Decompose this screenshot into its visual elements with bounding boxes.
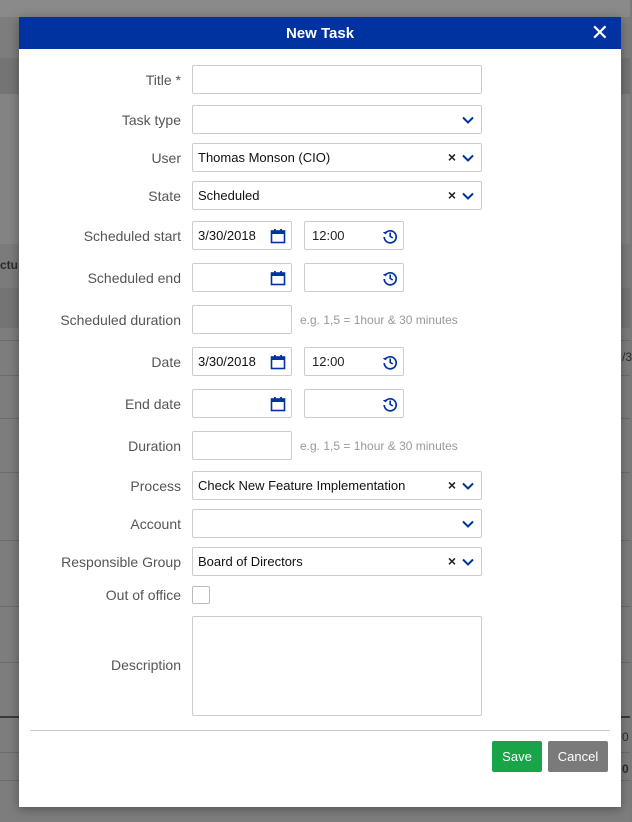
scheduled-start-date-value: 3/30/2018 — [198, 228, 256, 243]
responsible-group-value: Board of Directors — [198, 554, 303, 569]
date-time-input[interactable] — [304, 347, 404, 376]
chevron-down-icon[interactable] — [461, 151, 475, 165]
background-text-fragment: /3 — [622, 350, 632, 364]
new-task-dialog — [19, 17, 621, 807]
date-input[interactable] — [192, 347, 292, 376]
process-value: Check New Feature Implementation — [198, 478, 406, 493]
end-date-input[interactable] — [192, 389, 292, 418]
scheduled-start-date-input[interactable] — [192, 221, 292, 250]
dialog-title: New Task — [285, 24, 355, 42]
scheduled-start-label: Scheduled start — [83, 228, 181, 244]
chevron-down-icon[interactable] — [461, 517, 475, 531]
background-text-fragment: 0 — [622, 730, 629, 744]
duration-hint: e.g. 1,5 = 1hour & 30 minutes — [300, 439, 458, 453]
scheduled-end-date-input[interactable] — [192, 263, 292, 292]
user-value: Thomas Monson (CIO) — [198, 150, 331, 165]
scheduled-duration-hint: e.g. 1,5 = 1hour & 30 minutes — [300, 313, 458, 327]
background-text-fragment: 0 — [622, 762, 629, 776]
out-of-office-label: Out of office — [105, 587, 181, 603]
scheduled-start-time-value: 12:00 — [312, 228, 345, 243]
chevron-down-icon[interactable] — [461, 555, 475, 569]
account-label: Account — [130, 516, 181, 532]
scheduled-start-time-input[interactable] — [304, 221, 404, 250]
duration-label: Duration — [128, 438, 181, 454]
end-date-label: End date — [124, 396, 181, 412]
state-select[interactable] — [192, 181, 482, 210]
responsible-group-select[interactable] — [192, 547, 482, 576]
history-clock-icon[interactable] — [382, 354, 398, 370]
task-type-select[interactable] — [192, 105, 482, 134]
end-date-time-input[interactable] — [304, 389, 404, 418]
save-button[interactable]: Save — [492, 741, 542, 772]
date-value: 3/30/2018 — [198, 354, 256, 369]
history-clock-icon[interactable] — [382, 270, 398, 286]
chevron-down-icon[interactable] — [461, 189, 475, 203]
duration-input[interactable] — [192, 431, 292, 460]
scheduled-end-time-input[interactable] — [304, 263, 404, 292]
task-type-label: Task type — [121, 112, 181, 128]
clear-icon[interactable]: × — [447, 477, 456, 493]
process-label: Process — [130, 478, 181, 494]
description-textarea[interactable] — [192, 616, 482, 716]
title-input[interactable] — [192, 65, 482, 94]
date-label: Date — [151, 354, 181, 370]
responsible-group-label: Responsible Group — [61, 554, 181, 570]
description-label: Description — [110, 657, 181, 673]
calendar-icon[interactable] — [270, 228, 286, 244]
clear-icon[interactable]: × — [447, 187, 456, 203]
dialog-header — [19, 17, 621, 49]
calendar-icon[interactable] — [270, 354, 286, 370]
user-select[interactable] — [192, 143, 482, 172]
scheduled-duration-label: Scheduled duration — [60, 312, 181, 328]
scheduled-end-label: Scheduled end — [87, 270, 181, 286]
scheduled-duration-input[interactable] — [192, 305, 292, 334]
history-clock-icon[interactable] — [382, 228, 398, 244]
state-value: Scheduled — [198, 188, 260, 203]
cancel-button[interactable]: Cancel — [548, 741, 608, 772]
calendar-icon[interactable] — [270, 396, 286, 412]
date-time-value: 12:00 — [312, 354, 345, 369]
history-clock-icon[interactable] — [382, 396, 398, 412]
close-icon[interactable]: ✕ — [590, 20, 609, 45]
footer-divider — [30, 730, 610, 731]
clear-icon[interactable]: × — [447, 553, 456, 569]
calendar-icon[interactable] — [270, 270, 286, 286]
chevron-down-icon[interactable] — [461, 113, 475, 127]
user-label: User — [151, 150, 181, 166]
out-of-office-checkbox[interactable] — [192, 586, 210, 604]
process-select[interactable] — [192, 471, 482, 500]
title-label: Title * — [145, 72, 181, 88]
background-text-fragment: ctu — [0, 258, 18, 272]
clear-icon[interactable]: × — [447, 149, 456, 165]
account-select[interactable] — [192, 509, 482, 538]
chevron-down-icon[interactable] — [461, 479, 475, 493]
state-label: State — [148, 188, 181, 204]
